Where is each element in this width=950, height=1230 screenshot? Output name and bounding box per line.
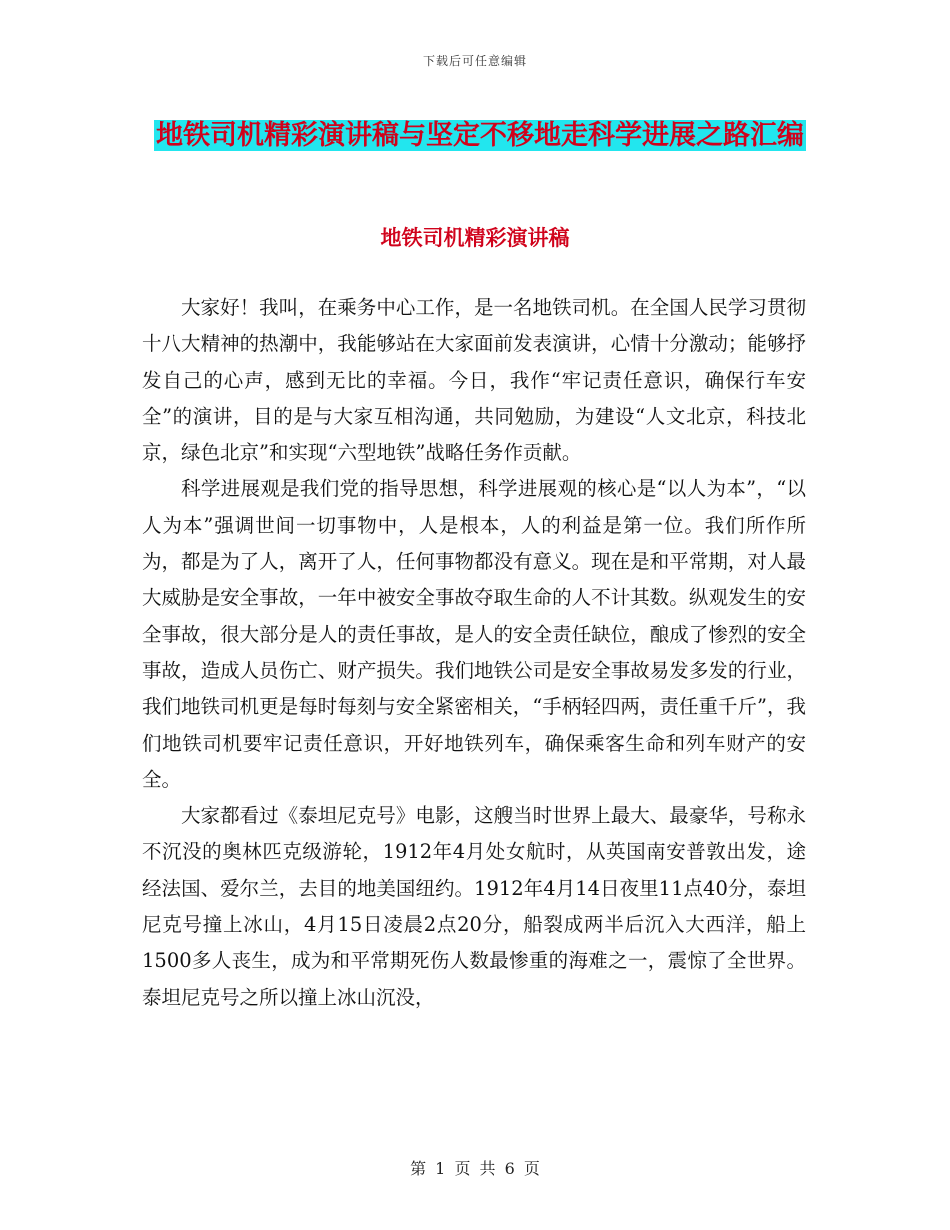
document-body: [142, 290, 806, 1016]
paragraph-1: 大家好！我叫，在乘务中心工作，是一名地铁司机。在全国人民学习贯彻十八大精神的热潮中，我能够站在大家面前发表演讲，心情十分激动；能够抒发自己的心声，感到无比的幸福。今日，我作“牢记责任意识，确保行车安全”的演讲，目的是与大家互相沟通，共同勉励，为建设“人文北京，科技北京，绿色北京”和实现“六型地铁”战略任务作贡献。: [142, 296, 806, 465]
document-title: [140, 110, 820, 162]
page-number: 第 1 页 共 6 页: [410, 1159, 540, 1178]
document-title-text: 地铁司机精彩演讲稿与坚定不移地走科学进展之路汇编: [156, 120, 804, 151]
page-header-note: 下载后可任意编辑: [422, 54, 527, 68]
paragraph-3: 大家都看过《泰坦尼克号》电影，这艘当时世界上最大、最豪华，号称永不沉没的奥林匹克级游轮，1912年4月处女航时，从英国南安普敦出发，途经法国、爱尔兰，去目的地美国纽约。1912年4月14日夜里11点40分，泰坦尼克号撞上冰山，4月15日凌晨2点20分，船裂成两半后沉入大西洋，船上1500多人丧生，成为和平常期死伤人数最惨重的海难之一，震惊了全世界。泰坦尼克号之所以撞上冰山沉没，: [142, 804, 806, 1009]
section-title: 地铁司机精彩演讲稿: [380, 226, 570, 250]
paragraph-2: 科学进展观是我们党的指导思想，科学进展观的核心是“以人为本”，“以人为本”强调世间一切事物中，人是根本，人的利益是第一位。我们所作所为，都是为了人，离开了人，任何事物都没有意义。现在是和平常期，对人最大威胁是安全事故，一年中被安全事故夺取生命的人不计其数。纵观发生的安全事故，很大部分是人的责任事故，是人的安全责任缺位，酿成了惨烈的安全事故，造成人员伤亡、财产损失。我们地铁公司是安全事故易发多发的行业，我们地铁司机更是每时每刻与安全紧密相关，“手柄轻四两，责任重千斤”，我们地铁司机要牢记责任意识，开好地铁列车，确保乘客生命和列车财产的安全。: [142, 477, 806, 791]
